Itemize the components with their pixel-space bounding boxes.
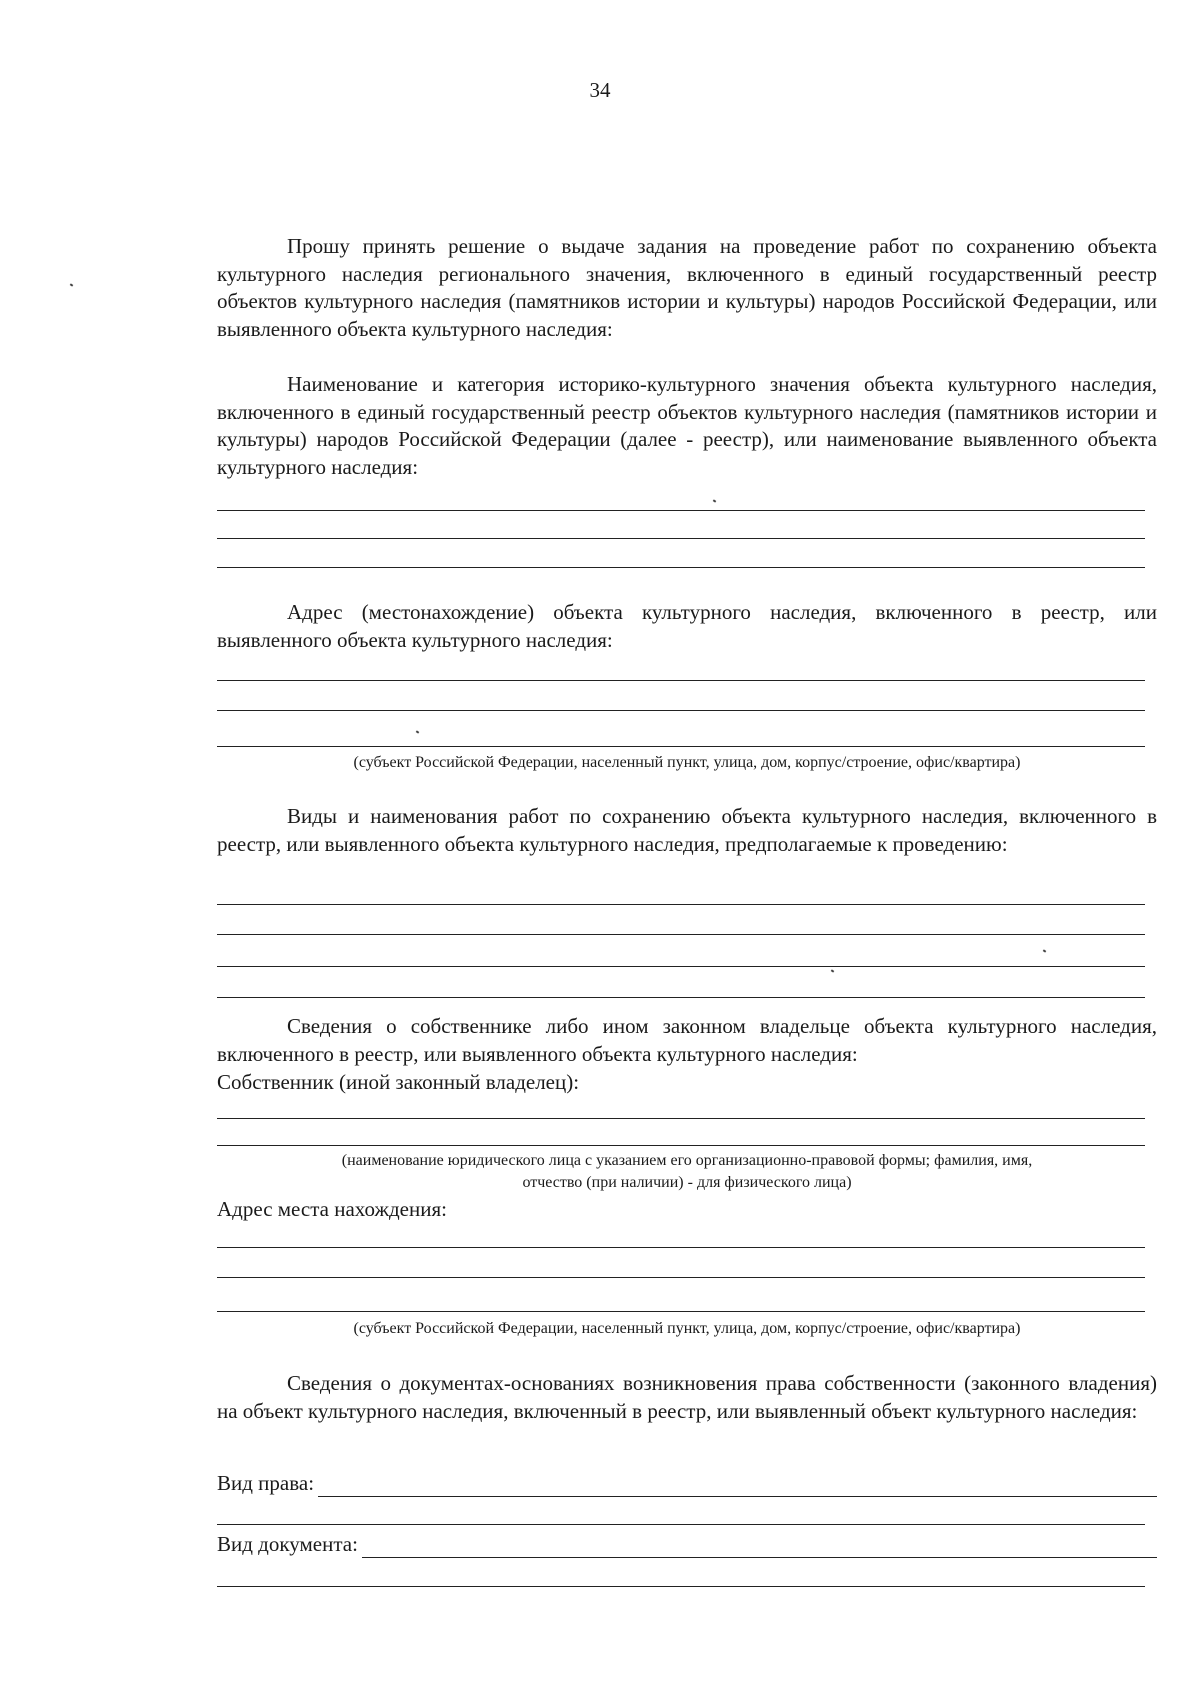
- owner-caption-1: (наименование юридического лица с указанием его организационно-правовой формы; фамилия, имя,: [341, 1152, 1033, 1169]
- owner-line-1[interactable]: [217, 1118, 1145, 1119]
- right-type-line-2[interactable]: [217, 1524, 1145, 1525]
- object-name-line-3[interactable]: [217, 567, 1145, 568]
- owner-address-line-2[interactable]: [217, 1277, 1145, 1278]
- right-type-row: [217, 1470, 1157, 1497]
- request-paragraph: Прошу принять решение о выдаче задания на проведение работ по сохранению объекта культурного наследия регионального значения, включенного в единый государственный реестр объектов культурного наследия (памятников истории и культуры) народов Российской Федерации, или выявленного объекта культурного наследия:: [217, 234, 1157, 341]
- object-address-line-3[interactable]: [217, 746, 1145, 747]
- doc-type-field[interactable]: [362, 1535, 1157, 1558]
- scan-speck: [416, 730, 420, 733]
- owner-paragraph: Сведения о собственнике либо ином законном владельце объекта культурного наследия, включенного в реестр, или выявленного объекта культурного наследия:: [217, 1014, 1157, 1066]
- object-name-line-1[interactable]: [217, 510, 1145, 511]
- object-address-caption: (субъект Российской Федерации, населенный пункт, улица, дом, корпус/строение, офис/квартира): [353, 754, 1021, 771]
- scan-speck: [1043, 949, 1047, 952]
- documents-paragraph: Сведения о документах-основаниях возникновения права собственности (законного владения) на объект культурного наследия, включенный в реестр, или выявленный объект культурного наследия:: [217, 1371, 1157, 1423]
- right-type-label: Вид права:: [217, 1471, 315, 1495]
- owner-address-line-3[interactable]: [217, 1311, 1145, 1312]
- doc-type-row: [217, 1531, 1157, 1558]
- works-line-2[interactable]: [217, 934, 1145, 935]
- owner-address-label: Адрес места нахождения:: [217, 1197, 447, 1221]
- scan-speck: [831, 969, 835, 972]
- owner-address-line-1[interactable]: [217, 1247, 1145, 1248]
- object-address-line-2[interactable]: [217, 710, 1145, 711]
- object-name-line-2[interactable]: [217, 538, 1145, 539]
- owner-line-2[interactable]: [217, 1145, 1145, 1146]
- doc-type-line-2[interactable]: [217, 1586, 1145, 1587]
- right-type-field[interactable]: [318, 1474, 1157, 1497]
- owner-label: Собственник (иной законный владелец):: [217, 1070, 580, 1094]
- scan-speck: [70, 283, 74, 286]
- owner-address-caption: (субъект Российской Федерации, населенный пункт, улица, дом, корпус/строение, офис/квартира): [353, 1320, 1021, 1337]
- doc-type-label: Вид документа:: [217, 1532, 358, 1556]
- works-line-1[interactable]: [217, 904, 1145, 905]
- works-line-3[interactable]: [217, 966, 1145, 967]
- object-address-line-1[interactable]: [217, 680, 1145, 681]
- works-paragraph: Виды и наименования работ по сохранению объекта культурного наследия, включенного в реестр, или выявленного объекта культурного наследия, предполагаемые к проведению:: [217, 804, 1157, 856]
- owner-caption-2: отчество (при наличии) - для физического лица): [522, 1174, 852, 1191]
- works-line-4[interactable]: [217, 997, 1145, 998]
- scan-speck: [713, 499, 717, 502]
- object-address-paragraph: Адрес (местонахождение) объекта культурного наследия, включенного в реестр, или выявленного объекта культурного наследия:: [217, 600, 1157, 652]
- object-name-paragraph: Наименование и категория историко-культурного значения объекта культурного наследия, включенного в единый государственный реестр объектов культурного наследия (памятников истории и культуры) народов Российской Федерации (далее - реестр), или наименование выявленного объекта культурного наследия:: [217, 372, 1157, 479]
- page-number: 34: [589, 78, 611, 102]
